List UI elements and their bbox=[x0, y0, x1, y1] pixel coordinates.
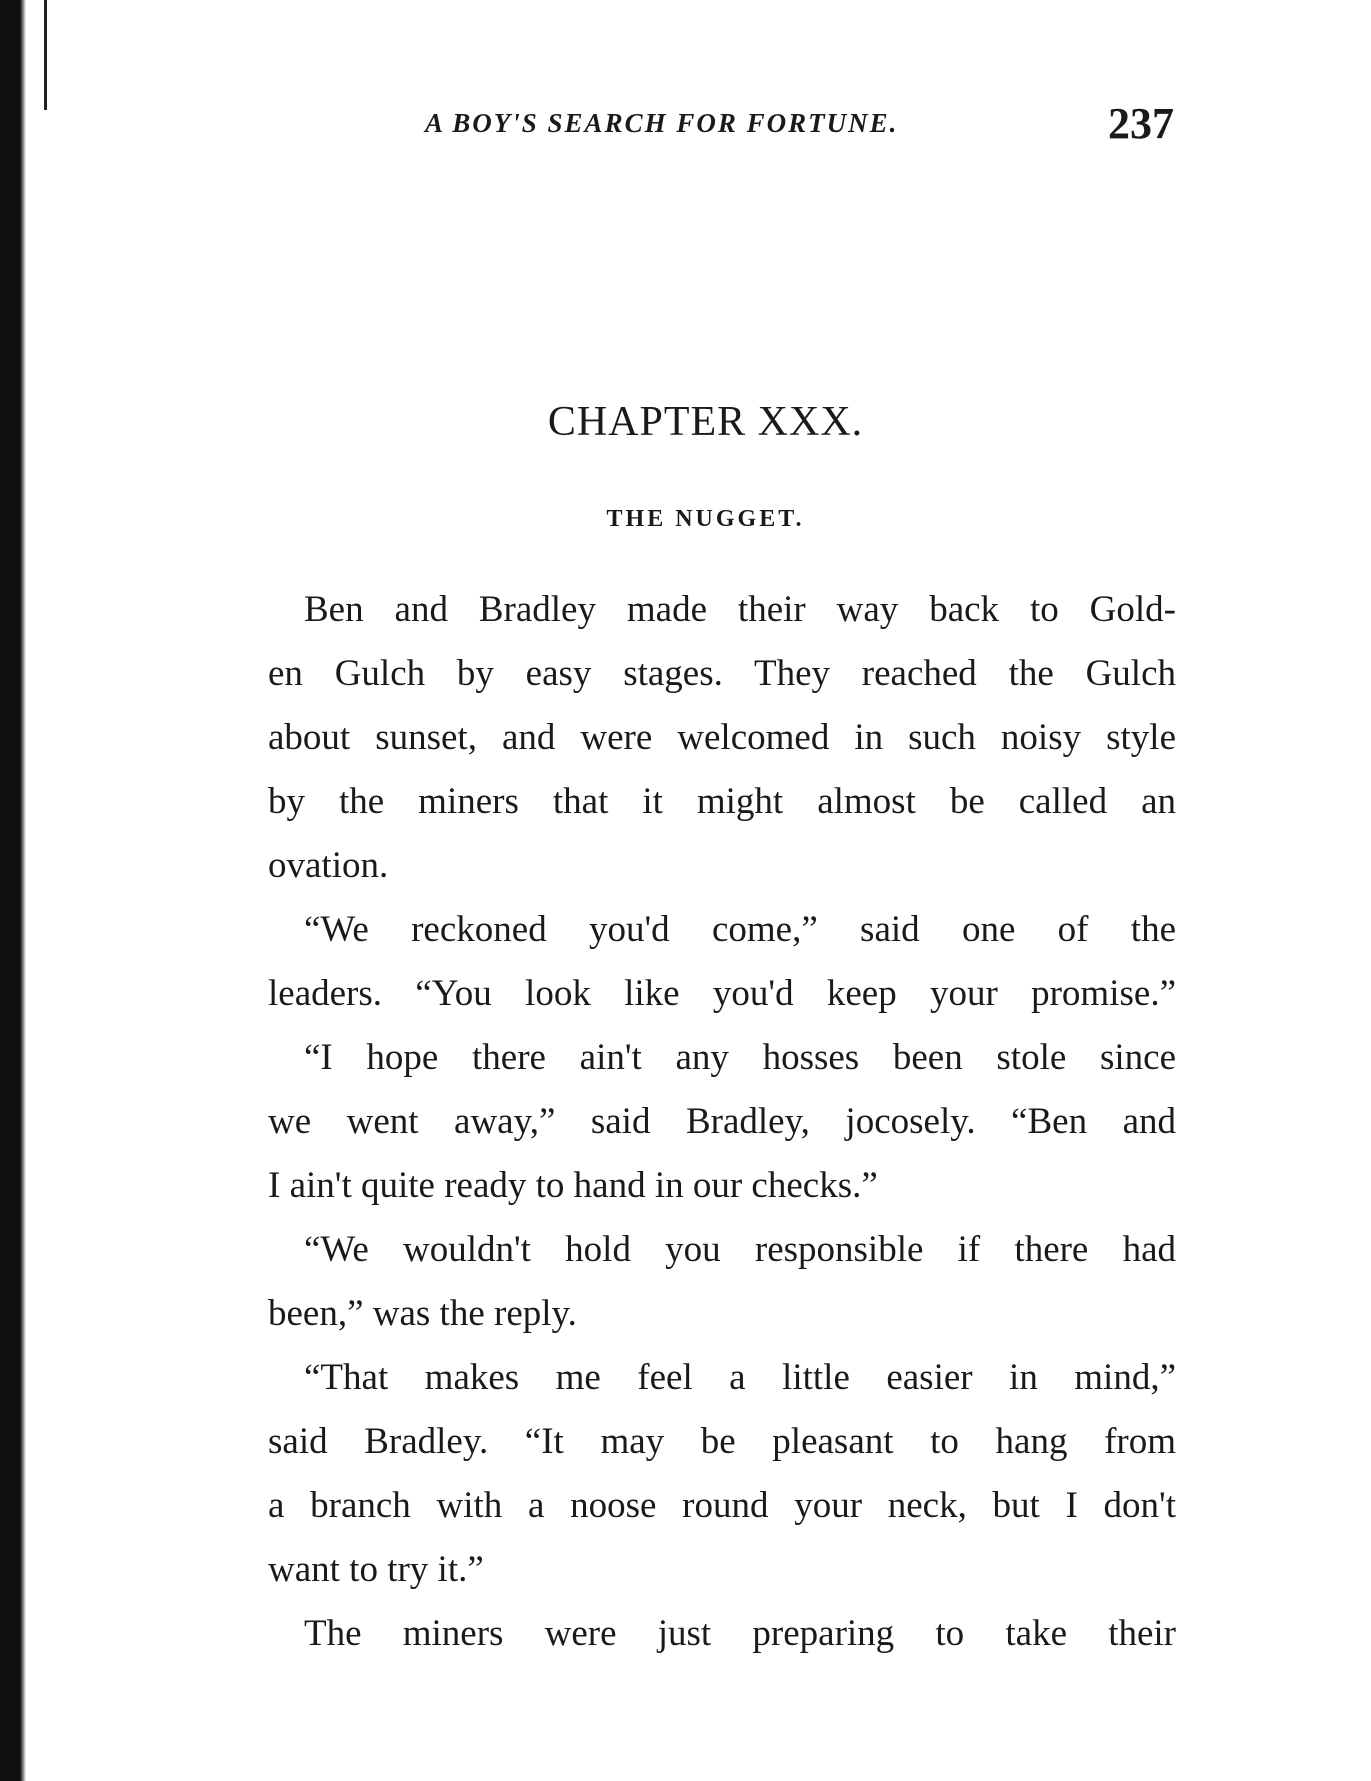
text-line: The miners were just preparing to take their bbox=[304, 1613, 1176, 1654]
text-line: been,” was the reply. bbox=[268, 1293, 577, 1334]
text-line: “That makes me feel a little easier in mind,” bbox=[304, 1357, 1176, 1398]
text-line: I ain't quite ready to hand in our checks.” bbox=[268, 1165, 878, 1206]
binding-edge-mark bbox=[44, 0, 47, 110]
text-line: en Gulch by easy stages. They reached the Gulch bbox=[268, 653, 1176, 694]
chapter-subtitle: THE NUGGET. bbox=[606, 506, 805, 532]
chapter-title: CHAPTER XXX. bbox=[547, 399, 864, 445]
page-number: 237 bbox=[1108, 99, 1174, 148]
text-line: a branch with a noose round your neck, but I don't bbox=[268, 1485, 1176, 1526]
text-line: Ben and Bradley made their way back to Gold- bbox=[304, 589, 1176, 630]
text-line: said Bradley. “It may be pleasant to hang from bbox=[268, 1421, 1176, 1462]
text-line: ovation. bbox=[268, 845, 389, 886]
text-line: “We reckoned you'd come,” said one of the bbox=[304, 909, 1176, 950]
text-line: we went away,” said Bradley, jocosely. “Ben and bbox=[268, 1101, 1176, 1142]
text-line: “We wouldn't hold you responsible if there had bbox=[304, 1229, 1176, 1270]
text-line: want to try it.” bbox=[268, 1549, 484, 1590]
text-line: “I hope there ain't any hosses been stole since bbox=[304, 1037, 1176, 1078]
binding-edge bbox=[0, 0, 26, 1781]
running-head: A BOY'S SEARCH FOR FORTUNE. bbox=[425, 108, 899, 138]
text-line: about sunset, and were welcomed in such noisy style bbox=[268, 717, 1176, 758]
text-line: by the miners that it might almost be called an bbox=[268, 781, 1176, 822]
text-line: leaders. “You look like you'd keep your promise.” bbox=[268, 973, 1176, 1014]
body-text bbox=[268, 578, 1176, 1666]
